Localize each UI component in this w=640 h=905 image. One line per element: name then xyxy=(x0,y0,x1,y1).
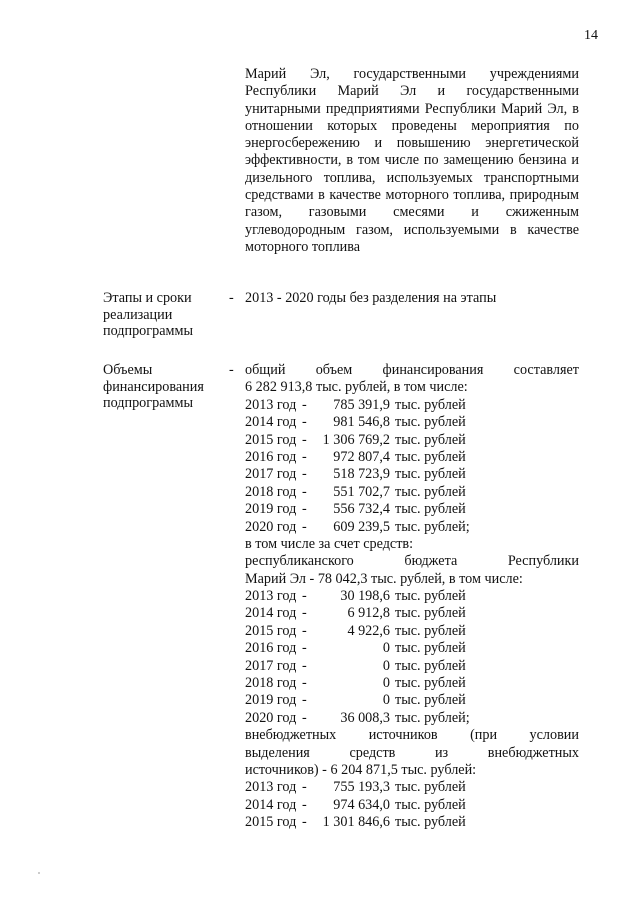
year-dash: - xyxy=(302,483,307,500)
stages-dash: - xyxy=(229,290,234,306)
year-amount-row xyxy=(245,432,579,449)
amount-unit: тыс. рублей xyxy=(395,657,466,674)
year-dash: - xyxy=(302,466,307,483)
amount-value: 0 xyxy=(382,675,390,692)
year-dash: - xyxy=(302,622,307,639)
stages-value: 2013 - 2020 годы без разделения на этапы xyxy=(245,290,497,306)
amount-value: 4 922,6 xyxy=(347,622,390,639)
regional-line-2: Марий Эл - 78 042,3 тыс. рублей, в том числе: xyxy=(245,570,523,587)
amount-unit: тыс. рублей xyxy=(395,675,466,692)
amount-value: 609 239,5 xyxy=(333,518,390,535)
amount-unit: тыс. рублей xyxy=(395,588,466,605)
year-label: 2014 год xyxy=(245,796,297,813)
year-amount-row xyxy=(245,519,579,536)
scan-mark xyxy=(38,872,40,874)
amount-unit: тыс. рублей xyxy=(395,779,466,796)
amount-value: 785 391,9 xyxy=(333,396,390,413)
year-label: 2017 год xyxy=(245,466,297,483)
amount-unit: тыс. рублей xyxy=(395,431,466,448)
amount-value: 0 xyxy=(382,640,390,657)
extrabudget-line-2: выделения средств из внебюджетных xyxy=(245,744,579,761)
amount-value: 981 546,8 xyxy=(333,414,390,431)
extrabudget-line-3: источников) - 6 204 871,5 тыс. рублей: xyxy=(245,761,477,778)
year-label: 2020 год xyxy=(245,518,297,535)
amount-unit: тыс. рублей xyxy=(395,692,466,709)
year-amount-row xyxy=(245,484,579,501)
financing-value xyxy=(245,362,579,832)
amount-unit: тыс. рублей; xyxy=(395,709,470,726)
year-dash: - xyxy=(302,431,307,448)
year-dash: - xyxy=(302,692,307,709)
year-label: 2016 год xyxy=(245,448,297,465)
year-label: 2018 год xyxy=(245,483,297,500)
amount-unit: тыс. рублей xyxy=(395,796,466,813)
amount-unit: тыс. рублей xyxy=(395,501,466,518)
amount-unit: тыс. рублей xyxy=(395,640,466,657)
year-amount-row xyxy=(245,414,579,431)
year-amount-row xyxy=(245,640,579,657)
year-label: 2019 год xyxy=(245,501,297,518)
year-amount-row xyxy=(245,449,579,466)
amount-value: 0 xyxy=(382,692,390,709)
amount-value: 518 723,9 xyxy=(333,466,390,483)
year-label: 2015 год xyxy=(245,622,297,639)
year-dash: - xyxy=(302,518,307,535)
amount-unit: тыс. рублей xyxy=(395,466,466,483)
continuation-text: Марий Эл, государственными учреждениями Республики Марий Эл и государственными унитарными предприятиями Республики Марий Эл, в отношении которых проведены мероприятия по энергосбережению и повышению энергетической эффективности, в том числе по замещению бензина и дизельного топлива, используемых транспортными средствами в качестве моторного топлива, природным газом, газовыми смесями и сжиженным углеводородным газом, используемыми в качестве моторного топлива xyxy=(245,66,579,255)
year-amount-row xyxy=(245,692,579,709)
year-amount-row xyxy=(245,466,579,483)
financing-label: Объемы финансирования подпрограммы xyxy=(103,362,204,411)
amount-unit: тыс. рублей xyxy=(395,396,466,413)
year-label: 2015 год xyxy=(245,431,297,448)
amount-value: 36 008,3 xyxy=(340,709,390,726)
stages-label: Этапы и сроки реализации подпрограммы xyxy=(103,290,193,339)
amount-unit: тыс. рублей xyxy=(395,622,466,639)
year-amount-row xyxy=(245,605,579,622)
continuation-paragraph xyxy=(245,66,579,256)
year-label: 2014 год xyxy=(245,414,297,431)
year-amount-row xyxy=(245,779,579,796)
amount-value: 6 912,8 xyxy=(347,605,390,622)
amount-value: 755 193,3 xyxy=(333,779,390,796)
amount-unit: тыс. рублей xyxy=(395,483,466,500)
year-dash: - xyxy=(302,414,307,431)
amount-value: 1 306 769,2 xyxy=(322,431,390,448)
extrabudget-by-year-list xyxy=(245,779,579,831)
year-label: 2018 год xyxy=(245,675,297,692)
year-label: 2017 год xyxy=(245,657,297,674)
amount-value: 972 807,4 xyxy=(333,448,390,465)
year-amount-row xyxy=(245,397,579,414)
amount-value: 556 732,4 xyxy=(333,501,390,518)
year-label: 2013 год xyxy=(245,779,297,796)
amount-value: 30 198,6 xyxy=(340,588,390,605)
extrabudget-line-1: внебюджетных источников (при условии xyxy=(245,727,579,744)
amount-value: 551 702,7 xyxy=(333,483,390,500)
year-label: 2014 год xyxy=(245,605,297,622)
year-amount-row xyxy=(245,501,579,518)
year-dash: - xyxy=(302,640,307,657)
sources-intro: в том числе за счет средств: xyxy=(245,535,414,552)
total-by-year-list xyxy=(245,397,579,536)
year-label: 2019 год xyxy=(245,692,297,709)
year-dash: - xyxy=(302,448,307,465)
year-amount-row xyxy=(245,797,579,814)
year-label: 2015 год xyxy=(245,814,297,831)
year-label: 2016 год xyxy=(245,640,297,657)
regional-by-year-list xyxy=(245,588,579,727)
amount-unit: тыс. рублей xyxy=(395,414,466,431)
amount-unit: тыс. рублей; xyxy=(395,518,470,535)
year-amount-row xyxy=(245,710,579,727)
amount-value: 0 xyxy=(382,657,390,674)
year-label: 2013 год xyxy=(245,588,297,605)
financing-dash: - xyxy=(229,362,234,378)
year-amount-row xyxy=(245,623,579,640)
year-dash: - xyxy=(302,796,307,813)
year-amount-row xyxy=(245,658,579,675)
amount-value: 974 634,0 xyxy=(333,796,390,813)
year-dash: - xyxy=(302,501,307,518)
amount-unit: тыс. рублей xyxy=(395,448,466,465)
year-dash: - xyxy=(302,814,307,831)
year-amount-row xyxy=(245,675,579,692)
amount-unit: тыс. рублей xyxy=(395,605,466,622)
year-dash: - xyxy=(302,779,307,796)
regional-line-1: республиканского бюджета Республики xyxy=(245,553,579,570)
amount-value: 1 301 846,6 xyxy=(322,814,390,831)
year-amount-row xyxy=(245,588,579,605)
year-dash: - xyxy=(302,605,307,622)
page-number: 14 xyxy=(584,28,598,43)
year-amount-row xyxy=(245,814,579,831)
year-label: 2020 год xyxy=(245,709,297,726)
year-dash: - xyxy=(302,709,307,726)
total-intro: общий объем финансирования составляет xyxy=(245,362,579,378)
year-label: 2013 год xyxy=(245,396,297,413)
year-dash: - xyxy=(302,675,307,692)
year-dash: - xyxy=(302,588,307,605)
year-dash: - xyxy=(302,657,307,674)
amount-unit: тыс. рублей xyxy=(395,814,466,831)
total-line: 6 282 913,8 тыс. рублей, в том числе: xyxy=(245,379,468,396)
year-dash: - xyxy=(302,396,307,413)
